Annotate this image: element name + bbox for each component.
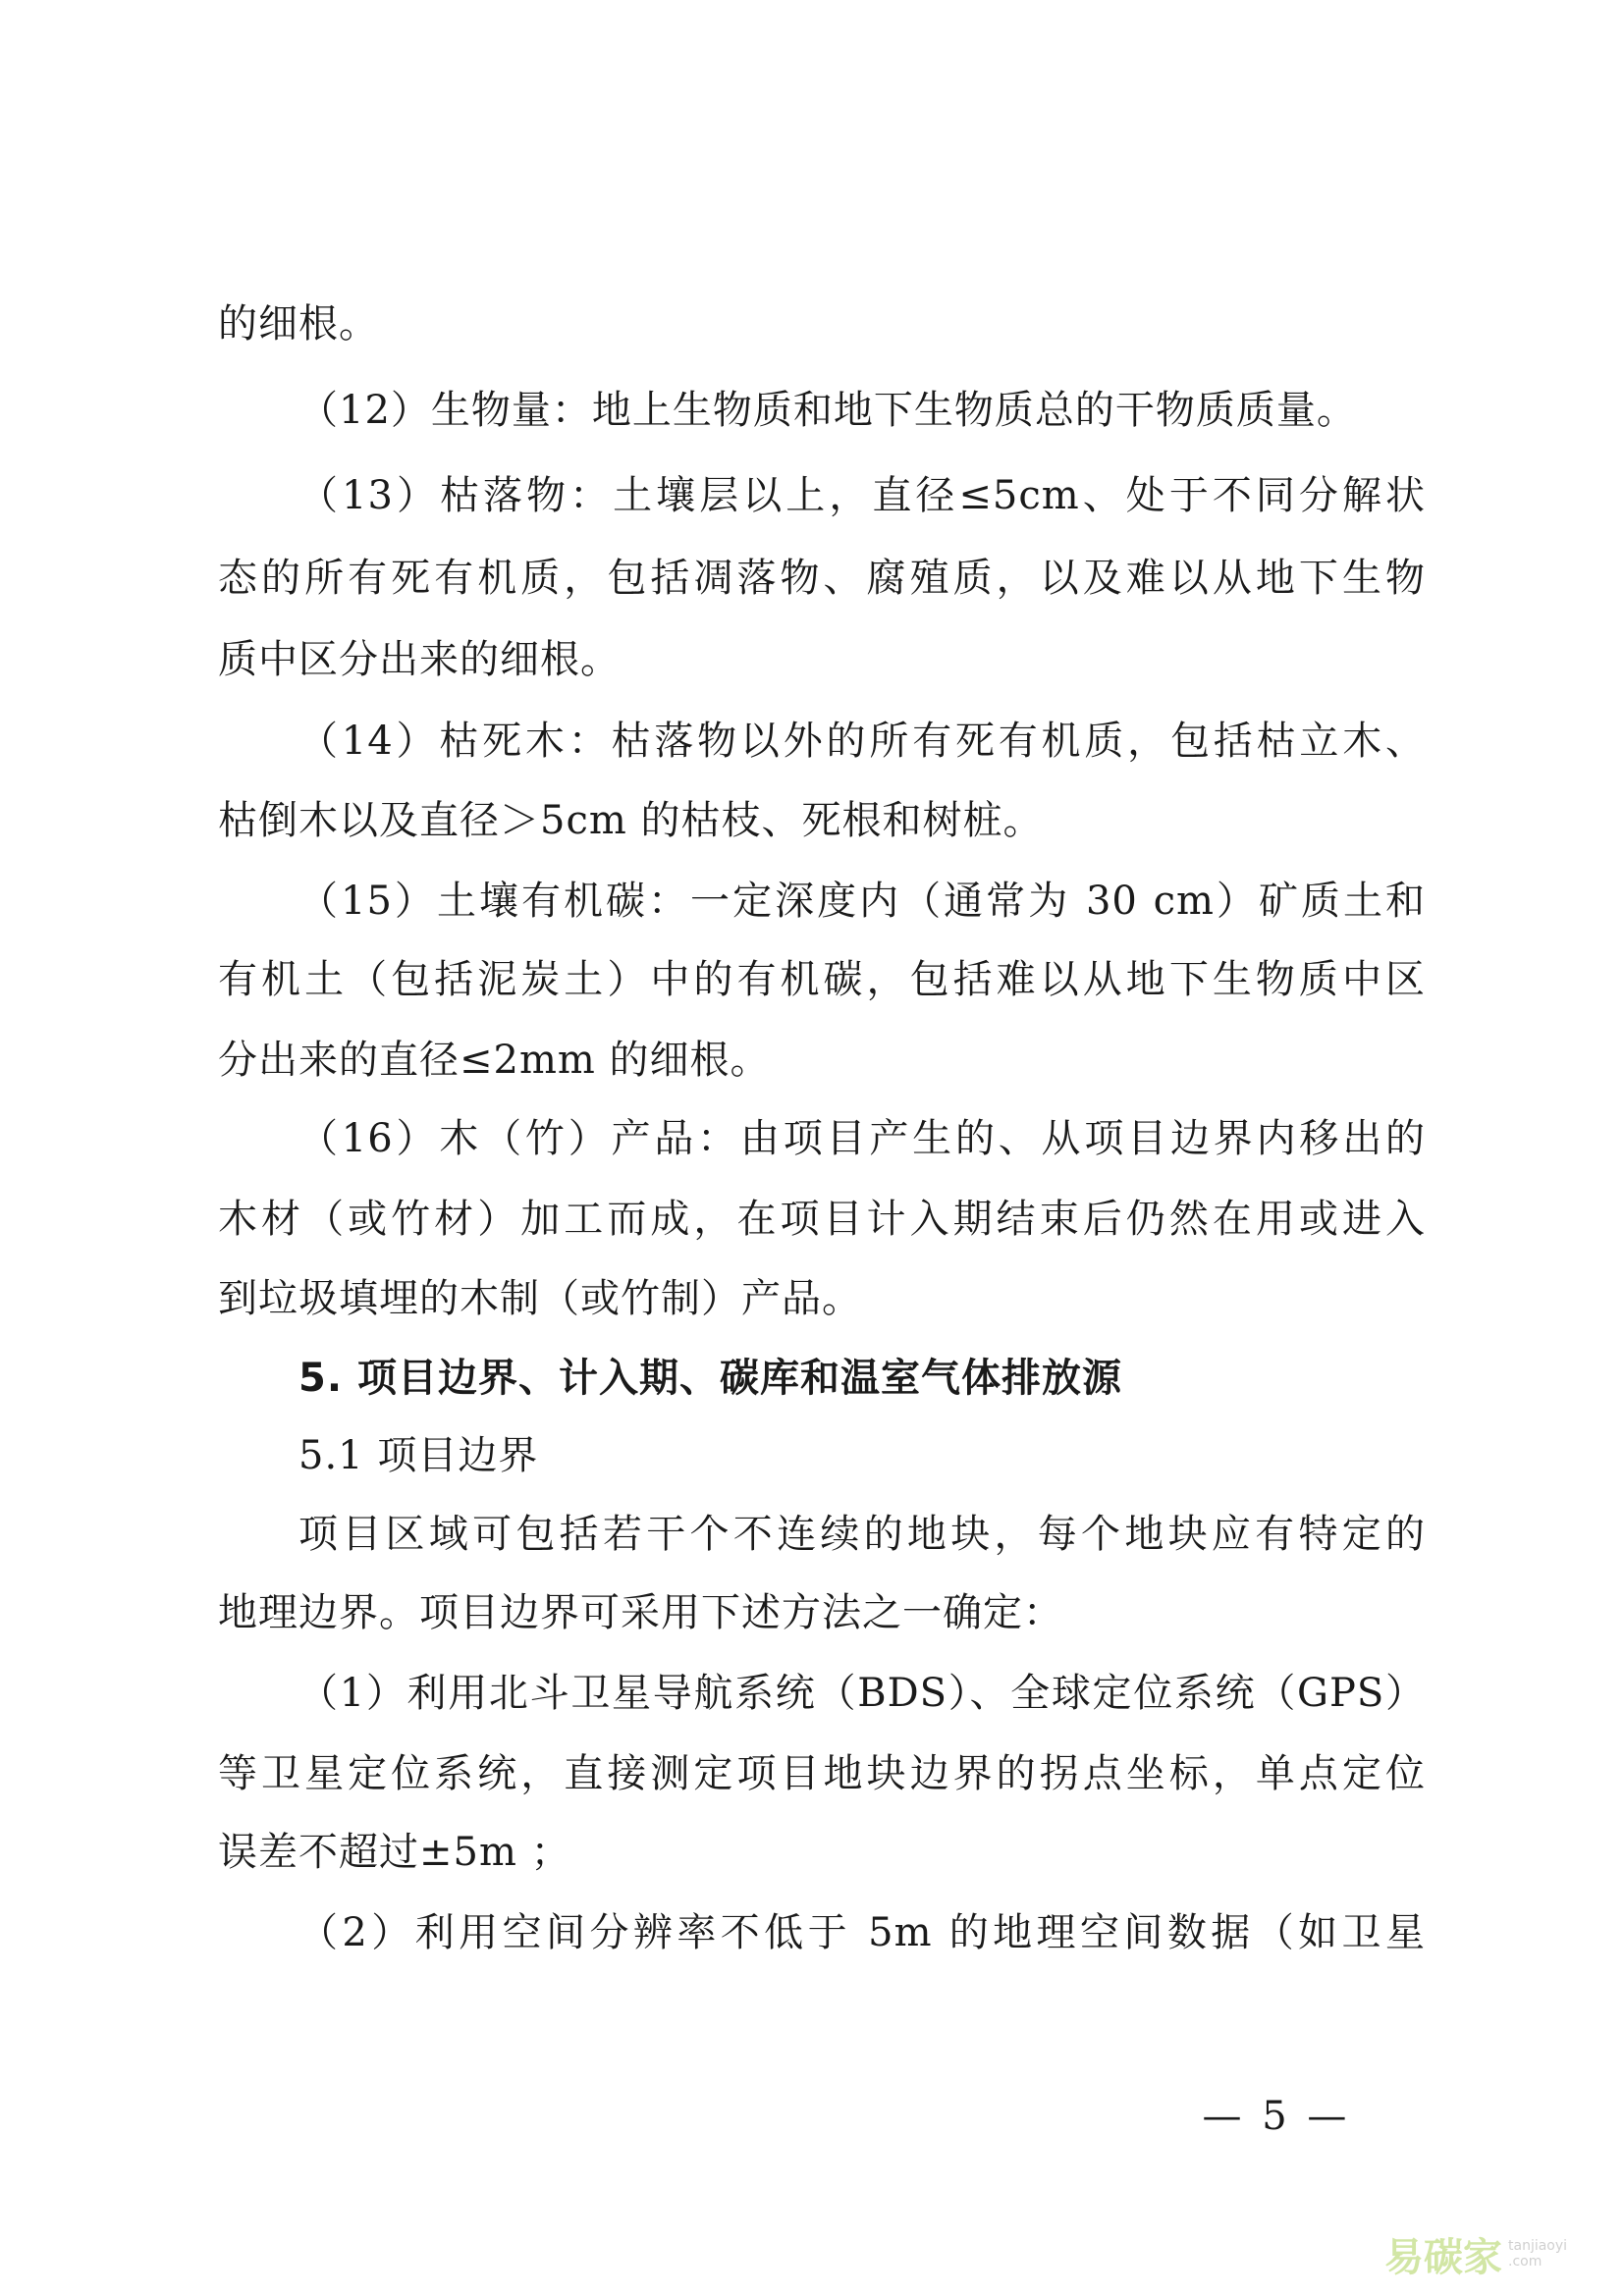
method-2: （2）利用空间分辨率不低于 5m 的地理空间数据（如卫星 [298, 1910, 1426, 1955]
section-heading-5: 5. 项目边界、计入期、碳库和温室气体排放源 [298, 1356, 1122, 1401]
definition-15: （15）土壤有机碳：一定深度内（通常为 30 cm）矿质土和 [298, 879, 1426, 924]
text-line-1: 的细根。 [218, 301, 379, 347]
watermark-logo: 易碳家 [1384, 2234, 1502, 2280]
text-line-17: 地理边界。项目边界可采用下述方法之一确定： [218, 1590, 1063, 1635]
text-line-5: 质中区分出来的细根。 [218, 637, 621, 682]
definition-13: （13）枯落物：土壤层以上，直径≤5cm、处于不同分解状 [298, 473, 1426, 518]
definition-14: （14）枯死木：枯落物以外的所有死有机质，包括枯立木、 [298, 719, 1426, 764]
text-line-7: 枯倒木以及直径＞5cm 的枯枝、死根和树桩。 [218, 798, 1044, 843]
text-line-4: 态的所有死有机质，包括凋落物、腐殖质，以及难以从地下生物 [218, 556, 1426, 601]
text-line-19: 等卫星定位系统，直接测定项目地块边界的拐点坐标，单点定位 [218, 1751, 1426, 1796]
text-line-10: 分出来的直径≤2mm 的细根。 [218, 1038, 771, 1083]
definition-16: （16）木（竹）产品：由项目产生的、从项目边界内移出的 [298, 1116, 1426, 1161]
text-line-12: 木材（或竹材）加工而成，在项目计入期结束后仍然在用或进入 [218, 1197, 1426, 1242]
subsection-heading-5-1: 5.1 项目边界 [298, 1433, 539, 1478]
watermark-domain-line1: tanjiaoyi [1508, 2238, 1568, 2254]
watermark-domain-line2: .com [1508, 2254, 1543, 2269]
watermark-domain [1508, 2238, 1567, 2269]
text-line-9: 有机土（包括泥炭土）中的有机碳，包括难以从地下生物质中区 [218, 957, 1426, 1002]
paragraph-project-area: 项目区域可包括若干个不连续的地块，每个地块应有特定的 [298, 1512, 1426, 1557]
definition-12: （12）生物量：地上生物质和地下生物质总的干物质质量。 [298, 388, 1357, 433]
text-line-13: 到垃圾填埋的木制（或竹制）产品。 [218, 1276, 862, 1321]
text-line-20: 误差不超过±5m ； [218, 1830, 571, 1875]
watermark [1384, 2226, 1567, 2281]
method-1: （1）利用北斗卫星导航系统（BDS）、全球定位系统（GPS） [298, 1671, 1426, 1716]
page-number: — 5 — [1202, 2094, 1351, 2139]
